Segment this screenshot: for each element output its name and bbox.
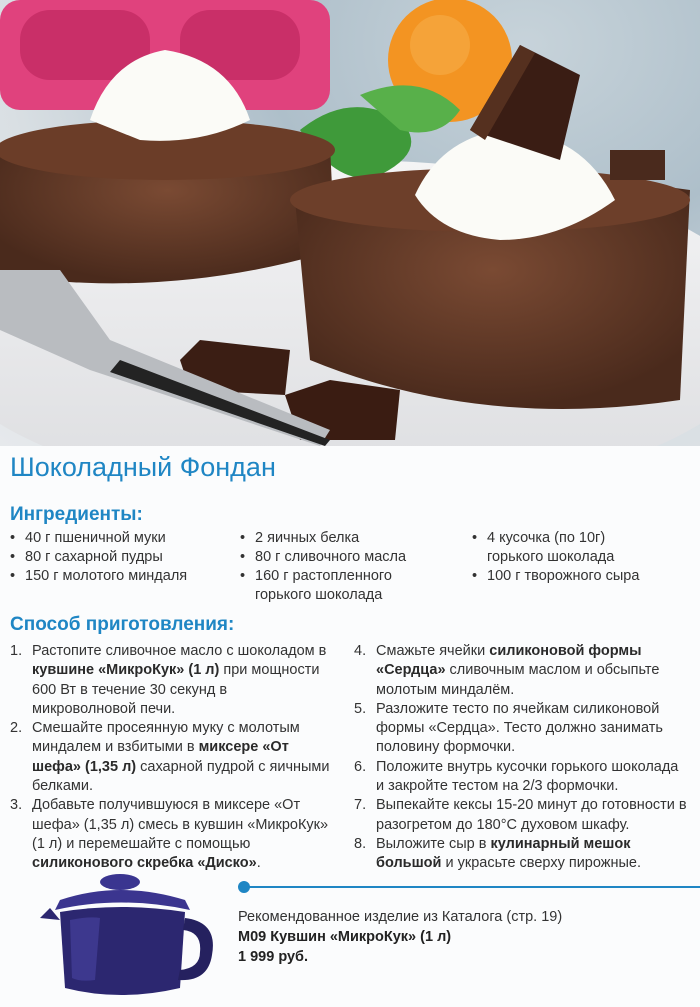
ingredient-item: • 80 г сливочного масла [240,548,460,567]
method-heading: Способ приготовления: [10,614,235,635]
product-name: М09 Кувшин «МикроКук» (1 л) [238,929,452,945]
recommended-caption: Рекомендованное изделие из Каталога (стр. 19) [238,909,563,925]
step-number: 4. [354,643,367,659]
step-item: 7. Выпекайте кексы 15-20 минут до готовности в разогретом до 180°С духовом шкафу. [354,797,687,833]
step-number: 8. [354,835,367,852]
product-highlight: силиконового скребка «Диско» [32,855,257,872]
recommended-product [238,907,562,967]
step-number: 2. [10,720,23,737]
step-item: 3. Добавьте получившуюся в миксере «От шефа» (1,35 л) смесь в кувшин «МикроКук» (1 л) и перемешайте с помощью силиконового скребка «Диско». [10,797,329,872]
step-item: 4. Смажьте ячейки силиконовой формы «Сердца» сливочным маслом и обсыпьте молотым миндалём. [354,643,660,698]
product-highlight: силиконовой формы «Сердца» [376,643,642,679]
steps-list-left [10,642,335,874]
ingredient-item: • 80 г сахарной пудры [10,548,230,567]
step-number: 1. [10,643,23,659]
step-number: 5. [354,700,367,717]
product-highlight: кувшине «МикроКук» (1 л) [32,662,220,679]
step-item: 5. Разложите тесто по ячейкам силиконовой формы «Сердца». Тесто должно занимать половину формочки. [354,700,663,756]
ingredients-col-2 [240,529,460,605]
ingredients-heading: Ингредиенты: [10,504,143,525]
ingredient-item: • 150 г молотого миндаля [10,567,230,586]
step-number: 6. [354,758,367,775]
product-price: 1 999 руб. [238,949,309,965]
ingredient-item: • 40 г пшеничной муки [10,529,230,548]
product-highlight: кулинарный мешок большой [376,835,631,872]
step-item: 2. Смешайте просеянную муку с молотым миндалем и взбитыми в миксере «От шефа» (1,35 л) сахарной пудрой с яичными белками. [10,720,330,795]
step-item: 6. Положите внутрь кусочки горького шоколада и закройте тестом на 2/3 формочки. [354,758,679,795]
steps-list-right [354,642,689,874]
step-number: 7. [354,797,367,814]
recipe-title: Шоколадный Фондан [10,452,276,482]
step-number: 3. [10,797,23,814]
ingredient-item: • 100 г творожного сыра [472,567,662,586]
ingredient-item: • 2 яичных белка [240,529,460,548]
product-highlight: миксере «От шефа» (1,35 л) [32,739,289,775]
divider-line [244,886,700,888]
step-item: 8. Выложите сыр в кулинарный мешок большой и украсьте сверху пирожные. [354,835,641,872]
step-item: 1. Растопите сливочное масло с шоколадом в кувшине «МикроКук» (1 л) при мощности 600 Вт в течение 30 секунд в микроволновой печи. [10,643,327,717]
ingredient-item: • 4 кусочка (по 10г) горького шоколада [472,529,662,567]
ingredients-col-3 [472,529,662,586]
ingredients-col-1 [10,529,230,586]
dessert-photo [0,0,700,446]
microcook-pitcher-image [40,870,215,1002]
ingredient-item: • 160 г растопленного горького шоколада [240,567,440,605]
